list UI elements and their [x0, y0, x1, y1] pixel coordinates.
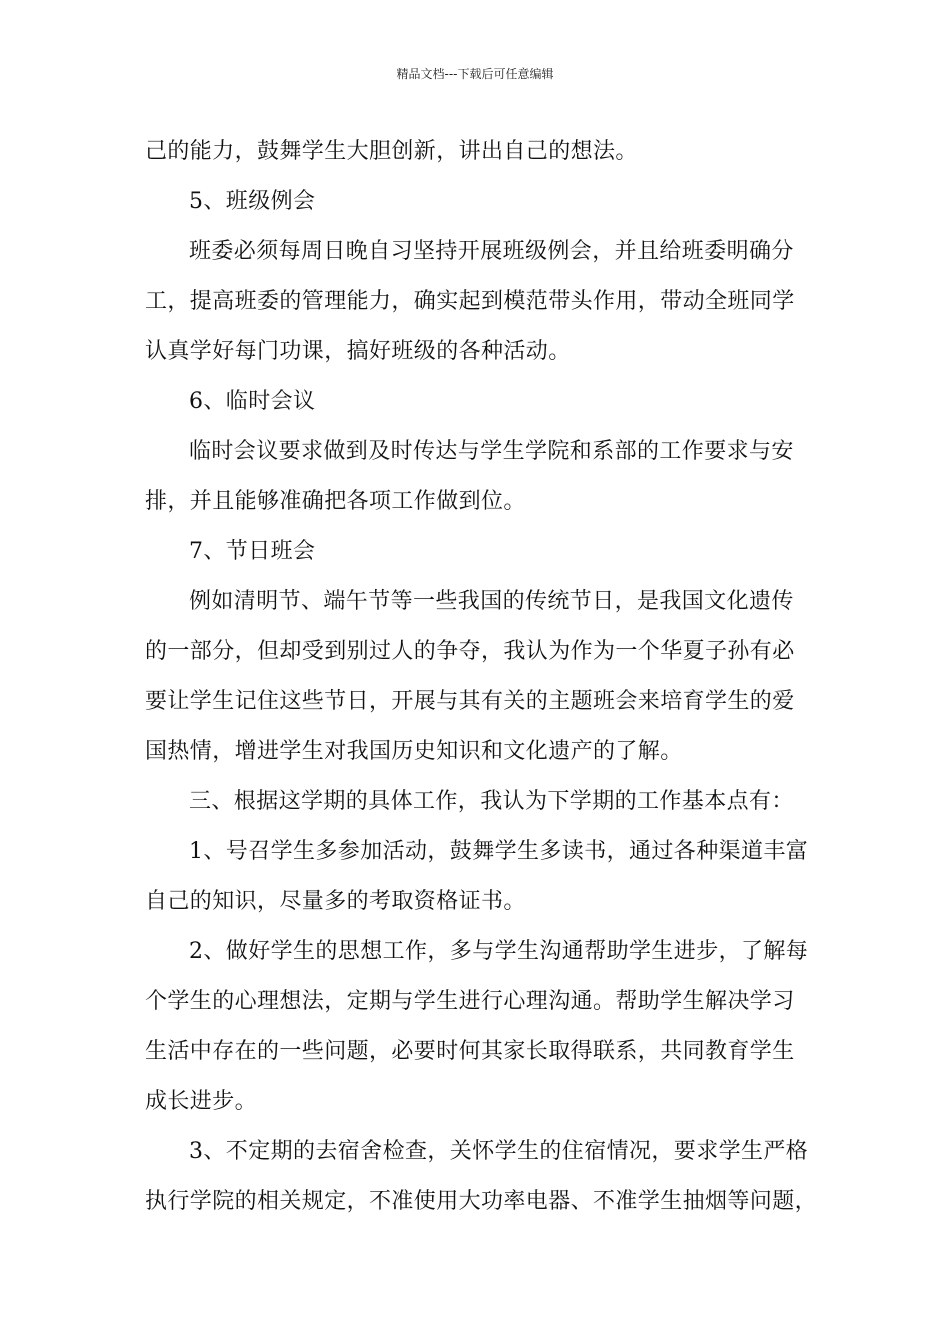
text-line: 5、班级例会 — [189, 189, 316, 214]
text-line: 2、做好学生的思想工作，多与学生沟通帮助学生进步，了解每 — [189, 939, 809, 964]
text-line: 排，并且能够准确把各项工作做到位。 — [145, 489, 526, 514]
text-line: 国热情，增进学生对我国历史知识和文化遗产的了解。 — [145, 739, 683, 764]
text-line: 自己的知识，尽量多的考取资格证书。 — [145, 889, 526, 914]
text-line: 生活中存在的一些问题，必要时何其家长取得联系，共同教育学生 — [145, 1039, 795, 1064]
document-body — [145, 127, 817, 1227]
text-line: 1、号召学生多参加活动，鼓舞学生多读书，通过各种渠道丰富 — [189, 839, 809, 864]
page-header: 精品文档---下载后可任意编辑 — [396, 67, 554, 81]
text-line: 执行学院的相关规定，不准使用大功率电器、不准学生抽烟等问题， — [145, 1189, 818, 1214]
text-line: 7、节日班会 — [189, 539, 316, 564]
text-line: 3、不定期的去宿舍检查，关怀学生的住宿情况，要求学生严格 — [189, 1139, 809, 1164]
text-line: 己的能力，鼓舞学生大胆创新，讲出自己的想法。 — [145, 139, 638, 164]
text-line: 工，提高班委的管理能力，确实起到模范带头作用，带动全班同学 — [145, 289, 795, 314]
text-line: 要让学生记住这些节日，开展与其有关的主题班会来培育学生的爱 — [145, 689, 795, 714]
text-line: 个学生的心理想法，定期与学生进行心理沟通。帮助学生解决学习 — [145, 989, 795, 1014]
text-line: 认真学好每门功课，搞好班级的各种活动。 — [145, 339, 571, 364]
text-line: 三、根据这学期的具体工作，我认为下学期的工作基本点有： — [189, 789, 794, 814]
text-line: 成长进步。 — [145, 1089, 258, 1114]
text-line: 临时会议要求做到及时传达与学生学院和系部的工作要求与安 — [189, 439, 794, 464]
text-line: 班委必须每周日晚自习坚持开展班级例会，并且给班委明确分 — [189, 239, 794, 264]
text-line: 6、临时会议 — [189, 389, 316, 414]
text-line: 的一部分，但却受到别过人的争夺，我认为作为一个华夏子孙有必 — [145, 639, 795, 664]
text-line: 例如清明节、端午节等一些我国的传统节日，是我国文化遗传 — [189, 589, 794, 614]
